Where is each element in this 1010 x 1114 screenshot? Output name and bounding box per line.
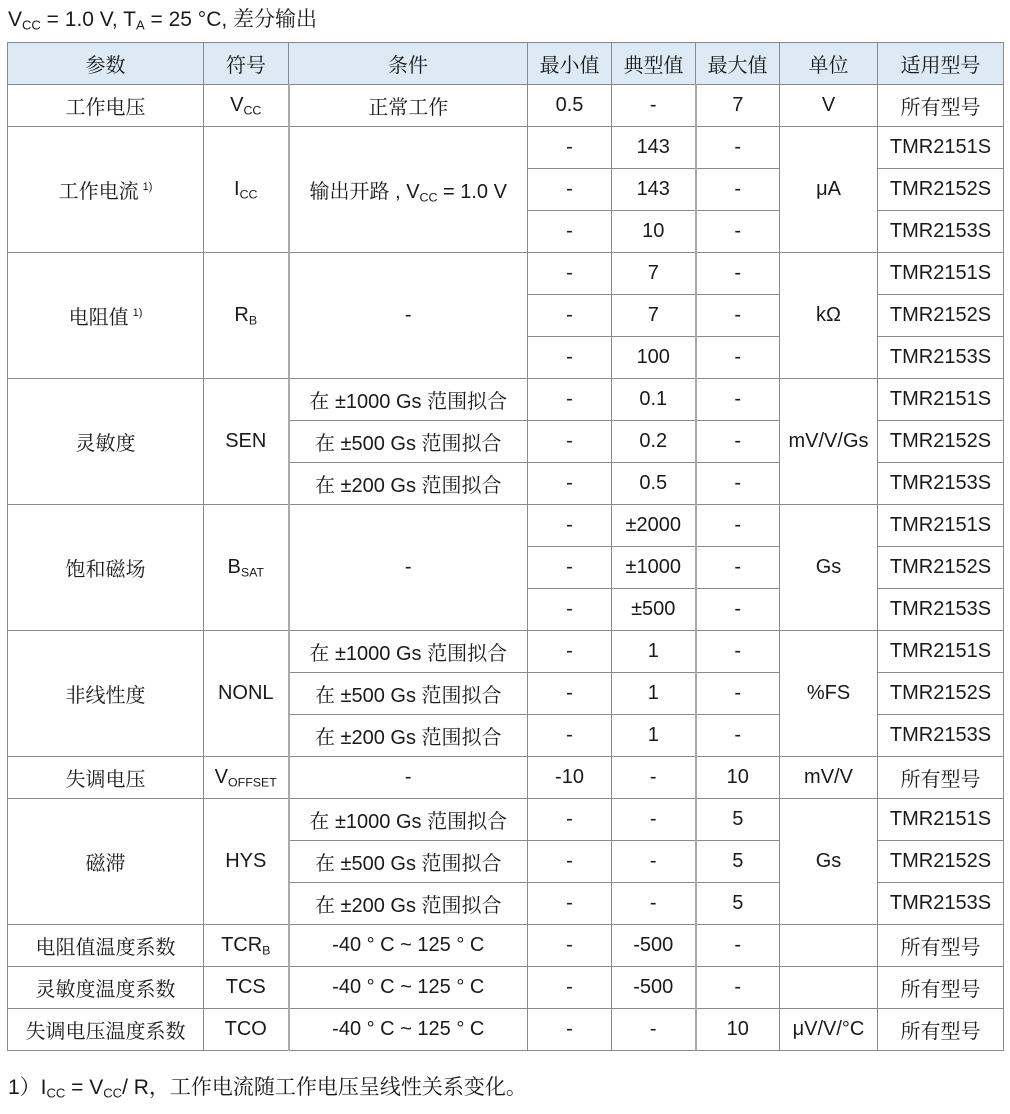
condition-text: - bbox=[404, 304, 412, 326]
table-caption bbox=[8, 4, 317, 36]
max-cell: 7 bbox=[696, 85, 780, 127]
min-cell: - bbox=[528, 883, 612, 925]
footnote-marker: 1) bbox=[142, 180, 153, 193]
max-cell: - bbox=[696, 379, 780, 421]
typ-cell: - bbox=[612, 841, 696, 883]
symbol-subscript: CC bbox=[239, 187, 258, 202]
typ-cell: - bbox=[612, 799, 696, 841]
symbol-cell bbox=[204, 631, 289, 757]
footnote-sub2: CC bbox=[103, 1085, 123, 1101]
min-cell: -10 bbox=[528, 757, 612, 799]
condition-cell bbox=[289, 505, 528, 631]
symbol-text: TCS bbox=[225, 976, 266, 998]
condition-cell: 正常工作 bbox=[289, 85, 528, 127]
model-cell: TMR2153S bbox=[878, 883, 1004, 925]
min-cell: - bbox=[528, 253, 612, 295]
min-cell: - bbox=[528, 547, 612, 589]
typ-cell: 1 bbox=[612, 715, 696, 757]
typ-cell: - bbox=[612, 1009, 696, 1051]
header-typ: 典型值 bbox=[612, 43, 696, 85]
caption-rest: = 25 °C, 差分输出 bbox=[144, 8, 318, 31]
min-cell: 0.5 bbox=[528, 85, 612, 127]
param-cell bbox=[8, 85, 204, 127]
param-name: 电阻值温度系数 bbox=[35, 937, 176, 959]
symbol-text: TCO bbox=[224, 1018, 267, 1040]
param-name: 失调电压 bbox=[65, 769, 146, 791]
model-cell: 所有型号 bbox=[878, 1009, 1004, 1051]
symbol-text: I bbox=[234, 178, 240, 200]
symbol-cell bbox=[204, 253, 289, 379]
unit-cell: %FS bbox=[780, 631, 878, 757]
min-cell: - bbox=[528, 379, 612, 421]
header-unit: 单位 bbox=[780, 43, 878, 85]
table-row bbox=[8, 505, 1004, 547]
condition-cell: -40 ° C ~ 125 ° C bbox=[289, 967, 528, 1009]
footnote-sub1: CC bbox=[46, 1085, 66, 1101]
param-name: 饱和磁场 bbox=[65, 559, 146, 581]
max-cell: - bbox=[696, 631, 780, 673]
min-cell: - bbox=[528, 337, 612, 379]
max-cell: - bbox=[696, 463, 780, 505]
model-cell: TMR2153S bbox=[878, 211, 1004, 253]
condition-cell: 在 ±500 Gs 范围拟合 bbox=[289, 673, 528, 715]
max-cell: - bbox=[696, 337, 780, 379]
min-cell: - bbox=[528, 715, 612, 757]
param-cell bbox=[8, 1009, 204, 1051]
param-cell bbox=[8, 799, 204, 925]
table-row bbox=[8, 967, 1004, 1009]
model-cell: TMR2151S bbox=[878, 379, 1004, 421]
condition-cell: -40 ° C ~ 125 ° C bbox=[289, 1009, 528, 1051]
model-cell: 所有型号 bbox=[878, 967, 1004, 1009]
symbol-subscript: OFFSET bbox=[227, 775, 277, 790]
typ-cell: - bbox=[612, 85, 696, 127]
max-cell: 10 bbox=[696, 757, 780, 799]
symbol-cell bbox=[204, 757, 289, 799]
min-cell: - bbox=[528, 421, 612, 463]
min-cell: - bbox=[528, 169, 612, 211]
condition-cell: 在 ±1000 Gs 范围拟合 bbox=[289, 379, 528, 421]
symbol-cell bbox=[204, 925, 289, 967]
model-cell: TMR2152S bbox=[878, 169, 1004, 211]
header-model: 适用型号 bbox=[878, 43, 1004, 85]
param-cell bbox=[8, 925, 204, 967]
max-cell: - bbox=[696, 169, 780, 211]
model-cell: TMR2153S bbox=[878, 463, 1004, 505]
symbol-cell bbox=[204, 799, 289, 925]
unit-cell: μV/V/°C bbox=[780, 1009, 878, 1051]
symbol-text: V bbox=[214, 766, 228, 788]
min-cell: - bbox=[528, 925, 612, 967]
min-cell: - bbox=[528, 631, 612, 673]
typ-cell: 7 bbox=[612, 253, 696, 295]
param-name: 非线性度 bbox=[65, 685, 146, 707]
symbol-subscript: B bbox=[262, 943, 271, 958]
model-cell: 所有型号 bbox=[878, 925, 1004, 967]
caption-vcc-sub: CC bbox=[22, 17, 41, 33]
typ-cell: 143 bbox=[612, 169, 696, 211]
param-name: 工作电压 bbox=[65, 97, 146, 119]
header-max: 最大值 bbox=[696, 43, 780, 85]
model-cell: TMR2152S bbox=[878, 421, 1004, 463]
min-cell: - bbox=[528, 967, 612, 1009]
unit-cell: Gs bbox=[780, 799, 878, 925]
unit-cell: mV/V/Gs bbox=[780, 379, 878, 505]
min-cell: - bbox=[528, 127, 612, 169]
footnote-prefix: 1）I bbox=[8, 1076, 47, 1099]
symbol-text: NONL bbox=[217, 682, 274, 704]
spec-table-body bbox=[8, 85, 1004, 1051]
unit-cell bbox=[780, 925, 878, 967]
table-row bbox=[8, 757, 1004, 799]
model-cell: 所有型号 bbox=[878, 757, 1004, 799]
symbol-subscript: CC bbox=[243, 103, 262, 118]
unit-cell: V bbox=[780, 85, 878, 127]
model-cell: TMR2153S bbox=[878, 589, 1004, 631]
condition-cell: 在 ±500 Gs 范围拟合 bbox=[289, 841, 528, 883]
table-row bbox=[8, 631, 1004, 673]
param-name: 磁滞 bbox=[85, 853, 126, 875]
typ-cell: 0.2 bbox=[612, 421, 696, 463]
condition-cell: -40 ° C ~ 125 ° C bbox=[289, 925, 528, 967]
symbol-subscript: SAT bbox=[240, 565, 265, 580]
model-cell: TMR2153S bbox=[878, 337, 1004, 379]
table-row bbox=[8, 85, 1004, 127]
symbol-text: TCR bbox=[221, 934, 263, 956]
condition-text: 输出开路 , V bbox=[309, 181, 420, 203]
max-cell: - bbox=[696, 589, 780, 631]
condition-cell: 在 ±1000 Gs 范围拟合 bbox=[289, 631, 528, 673]
model-cell: TMR2152S bbox=[878, 673, 1004, 715]
symbol-cell bbox=[204, 85, 289, 127]
typ-cell: 1 bbox=[612, 631, 696, 673]
model-cell: TMR2152S bbox=[878, 295, 1004, 337]
min-cell: - bbox=[528, 673, 612, 715]
symbol-text: B bbox=[227, 556, 241, 578]
unit-cell: kΩ bbox=[780, 253, 878, 379]
condition-cell bbox=[289, 127, 528, 253]
max-cell: - bbox=[696, 127, 780, 169]
max-cell: - bbox=[696, 421, 780, 463]
symbol-text: SEN bbox=[225, 430, 267, 452]
symbol-text: R bbox=[234, 304, 249, 326]
param-cell bbox=[8, 127, 204, 253]
max-cell: 10 bbox=[696, 1009, 780, 1051]
condition-tail: = 1.0 V bbox=[437, 181, 507, 203]
table-row bbox=[8, 379, 1004, 421]
condition-cell: 在 ±200 Gs 范围拟合 bbox=[289, 463, 528, 505]
symbol-cell bbox=[204, 1009, 289, 1051]
caption-ta-sub: A bbox=[135, 17, 145, 33]
min-cell: - bbox=[528, 841, 612, 883]
max-cell: - bbox=[696, 253, 780, 295]
max-cell: - bbox=[696, 673, 780, 715]
param-cell bbox=[8, 253, 204, 379]
table-row bbox=[8, 253, 1004, 295]
condition-subscript: CC bbox=[419, 190, 438, 205]
caption-vcc-value: = 1.0 V, T bbox=[40, 8, 136, 31]
symbol-text: HYS bbox=[225, 850, 267, 872]
table-row bbox=[8, 799, 1004, 841]
typ-cell: ±2000 bbox=[612, 505, 696, 547]
max-cell: - bbox=[696, 211, 780, 253]
symbol-cell bbox=[204, 379, 289, 505]
min-cell: - bbox=[528, 1009, 612, 1051]
unit-cell bbox=[780, 967, 878, 1009]
header-row bbox=[8, 43, 1004, 85]
min-cell: - bbox=[528, 589, 612, 631]
header-min: 最小值 bbox=[528, 43, 612, 85]
param-name: 失调电压温度系数 bbox=[25, 1021, 186, 1043]
max-cell: 5 bbox=[696, 883, 780, 925]
model-cell: TMR2151S bbox=[878, 505, 1004, 547]
typ-cell: -500 bbox=[612, 967, 696, 1009]
model-cell: TMR2152S bbox=[878, 841, 1004, 883]
footnote bbox=[8, 1072, 527, 1104]
table-row bbox=[8, 925, 1004, 967]
min-cell: - bbox=[528, 295, 612, 337]
table-row bbox=[8, 1009, 1004, 1051]
model-cell: TMR2151S bbox=[878, 253, 1004, 295]
caption-vcc: V bbox=[8, 8, 23, 31]
typ-cell: 7 bbox=[612, 295, 696, 337]
symbol-cell bbox=[204, 967, 289, 1009]
param-name: 灵敏度温度系数 bbox=[35, 979, 176, 1001]
min-cell: - bbox=[528, 463, 612, 505]
param-cell bbox=[8, 631, 204, 757]
unit-cell: μA bbox=[780, 127, 878, 253]
model-cell: TMR2151S bbox=[878, 631, 1004, 673]
max-cell: 5 bbox=[696, 841, 780, 883]
header-param: 参数 bbox=[8, 43, 204, 85]
symbol-text: V bbox=[230, 94, 244, 116]
typ-cell: 0.5 bbox=[612, 463, 696, 505]
typ-cell: 10 bbox=[612, 211, 696, 253]
model-cell: TMR2151S bbox=[878, 127, 1004, 169]
max-cell: - bbox=[696, 505, 780, 547]
typ-cell: -500 bbox=[612, 925, 696, 967]
max-cell: - bbox=[696, 547, 780, 589]
max-cell: 5 bbox=[696, 799, 780, 841]
model-cell: TMR2152S bbox=[878, 547, 1004, 589]
typ-cell: - bbox=[612, 883, 696, 925]
param-name: 工作电流 bbox=[58, 181, 139, 203]
spec-table bbox=[7, 42, 1004, 1051]
condition-cell: - bbox=[289, 757, 528, 799]
min-cell: - bbox=[528, 505, 612, 547]
symbol-subscript: B bbox=[248, 313, 258, 328]
condition-cell: 在 ±200 Gs 范围拟合 bbox=[289, 715, 528, 757]
typ-cell: 143 bbox=[612, 127, 696, 169]
max-cell: - bbox=[696, 925, 780, 967]
footnote-tail: / R，工作电流随工作电压呈线性关系变化。 bbox=[122, 1076, 527, 1099]
condition-cell: 在 ±200 Gs 范围拟合 bbox=[289, 883, 528, 925]
model-cell: 所有型号 bbox=[878, 85, 1004, 127]
param-cell bbox=[8, 967, 204, 1009]
header-condition: 条件 bbox=[289, 43, 528, 85]
param-cell bbox=[8, 379, 204, 505]
condition-cell: 在 ±1000 Gs 范围拟合 bbox=[289, 799, 528, 841]
model-cell: TMR2153S bbox=[878, 715, 1004, 757]
typ-cell: 1 bbox=[612, 673, 696, 715]
unit-cell: Gs bbox=[780, 505, 878, 631]
symbol-cell bbox=[204, 127, 289, 253]
max-cell: - bbox=[696, 295, 780, 337]
typ-cell: ±500 bbox=[612, 589, 696, 631]
condition-text: - bbox=[404, 556, 412, 578]
typ-cell: ±1000 bbox=[612, 547, 696, 589]
footnote-marker: 1) bbox=[132, 306, 143, 319]
table-row bbox=[8, 127, 1004, 169]
param-cell bbox=[8, 505, 204, 631]
typ-cell: - bbox=[612, 757, 696, 799]
unit-cell: mV/V bbox=[780, 757, 878, 799]
symbol-cell bbox=[204, 505, 289, 631]
footnote-mid: = V bbox=[65, 1076, 104, 1099]
header-symbol: 符号 bbox=[204, 43, 289, 85]
max-cell: - bbox=[696, 715, 780, 757]
min-cell: - bbox=[528, 211, 612, 253]
param-name: 灵敏度 bbox=[75, 433, 136, 455]
model-cell: TMR2151S bbox=[878, 799, 1004, 841]
typ-cell: 100 bbox=[612, 337, 696, 379]
condition-cell: 在 ±500 Gs 范围拟合 bbox=[289, 421, 528, 463]
max-cell: - bbox=[696, 967, 780, 1009]
param-cell bbox=[8, 757, 204, 799]
param-name: 电阻值 bbox=[68, 307, 129, 329]
min-cell: - bbox=[528, 799, 612, 841]
condition-cell bbox=[289, 253, 528, 379]
typ-cell: 0.1 bbox=[612, 379, 696, 421]
